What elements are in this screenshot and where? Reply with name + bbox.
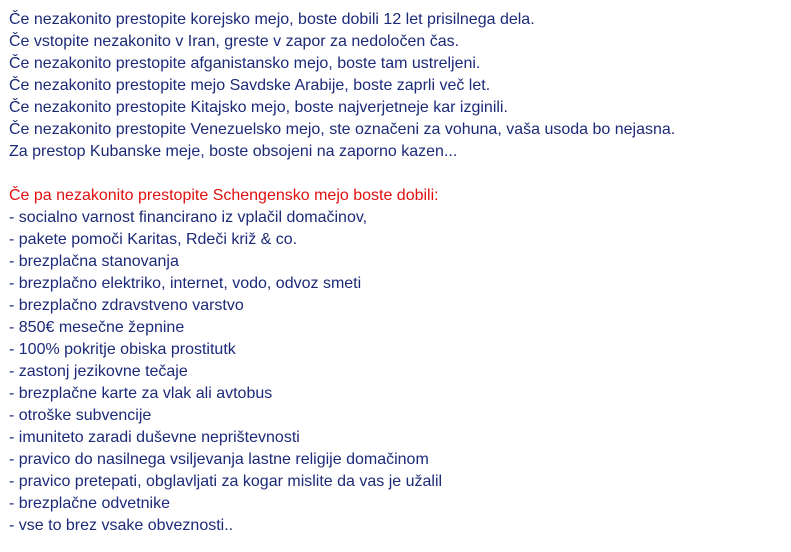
list-item: - 850€ mesečne žepnine [9,319,185,336]
intro-line: Če vstopite nezakonito v Iran, greste v zapor za nedoločen čas. [9,33,460,50]
list-item: - brezplačno elektriko, internet, vodo, odvoz smeti [9,275,362,292]
benefits-list [9,207,787,537]
list-item: - imuniteto zaradi duševne neprištevnosti [9,429,300,446]
intro-block [9,9,787,163]
list-item: - pravico do nasilnega vsiljevanja lastne religije domačinom [9,451,429,468]
intro-line: Če nezakonito prestopite Kitajsko mejo, boste najverjetneje kar izginili. [9,99,508,116]
text-document [9,9,787,537]
list-item: - pakete pomoči Karitas, Rdeči križ & co. [9,231,298,248]
list-item: - vse to brez vsake obveznosti.. [9,517,234,534]
list-item: - brezplačna stanovanja [9,253,179,270]
intro-line: Za prestop Kubanske meje, boste obsojeni na zaporno kazen... [9,143,458,160]
list-item: - pravico pretepati, obglavljati za kogar mislite da vas je užalil [9,473,443,490]
intro-line: Če nezakonito prestopite Venezuelsko mejo, ste označeni za vohuna, vaša usoda bo nejasna. [9,121,676,138]
list-item: - 100% pokritje obiska prostitutk [9,341,236,358]
list-item: - brezplačne odvetnike [9,495,170,512]
list-item: - socialno varnost financirano iz vplačil domačinov, [9,209,368,226]
list-item: - brezplačno zdravstveno varstvo [9,297,244,314]
intro-line: Če nezakonito prestopite korejsko mejo, boste dobili 12 let prisilnega dela. [9,11,535,28]
blank-line [9,163,787,185]
list-item: - zastonj jezikovne tečaje [9,363,188,380]
intro-line: Če nezakonito prestopite afganistansko mejo, boste tam ustreljeni. [9,55,481,72]
schengen-heading: Če pa nezakonito prestopite Schengensko mejo boste dobili: [9,187,439,204]
list-item: - brezplačne karte za vlak ali avtobus [9,385,273,402]
list-item: - otroške subvencije [9,407,152,424]
intro-line: Če nezakonito prestopite mejo Savdske Arabije, boste zaprli več let. [9,77,491,94]
